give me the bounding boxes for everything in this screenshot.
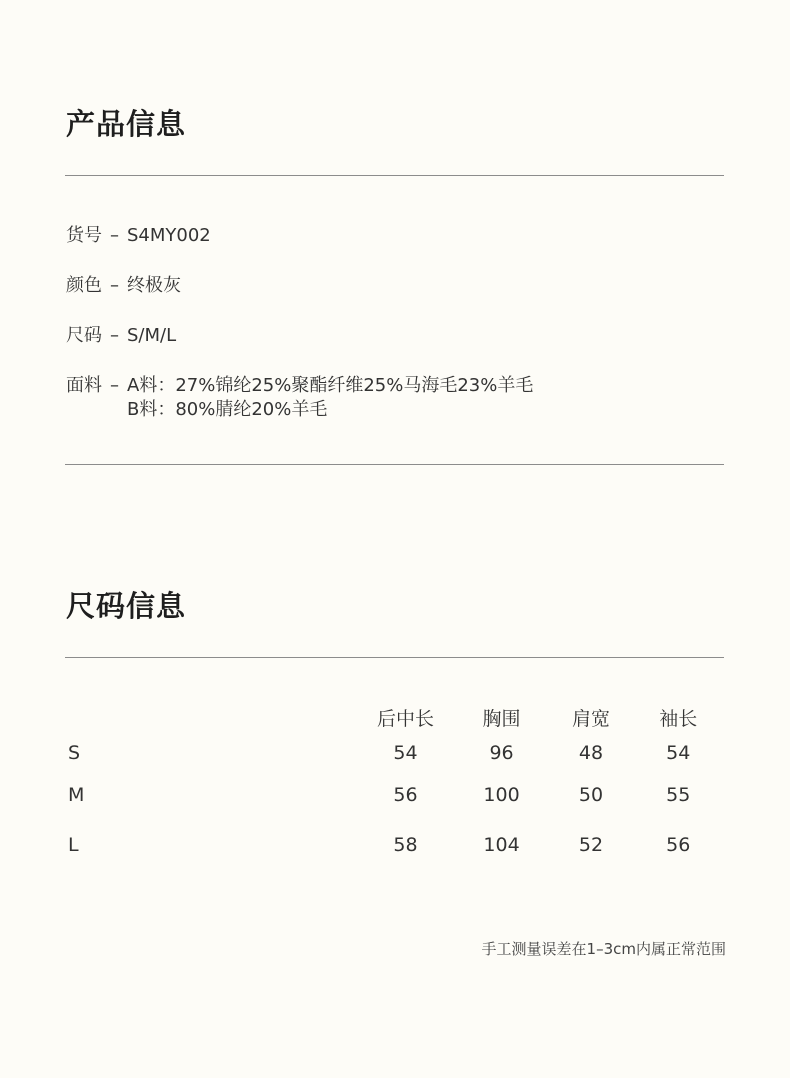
table-cell: 50 — [578, 784, 604, 806]
info-value: S4MY002 — [127, 225, 211, 246]
table-row — [66, 770, 728, 820]
size-label: M — [68, 784, 85, 806]
table-cell: 100 — [483, 784, 520, 806]
table-cell: 54 — [393, 742, 418, 764]
table-cell: 55 — [666, 784, 691, 806]
product-info-title: 产品信息 — [66, 107, 187, 141]
info-separator: – — [110, 325, 119, 346]
table-row — [66, 736, 728, 770]
table-cell: 52 — [578, 834, 604, 856]
column-header-back-length: 后中长 — [376, 708, 434, 730]
info-label: 货号 — [66, 225, 102, 246]
table-row — [66, 820, 728, 870]
info-row-sku — [66, 224, 726, 274]
fabric-a-value: A料：27%锦纶25%聚酯纤维25%马海毛23%羊毛 — [127, 375, 534, 396]
table-cell: 58 — [393, 834, 418, 856]
size-label: S — [68, 742, 81, 764]
product-info-list — [66, 224, 726, 422]
measurement-note: 手工测量误差在1–3cm内属正常范围 — [481, 940, 726, 958]
size-info-title: 尺码信息 — [66, 589, 187, 623]
size-info-divider — [65, 657, 724, 658]
table-cell: 56 — [666, 834, 691, 856]
info-value: S/M/L — [127, 325, 177, 346]
table-cell: 56 — [393, 784, 418, 806]
column-header-shoulder: 肩宽 — [571, 708, 610, 730]
product-info-bottom-divider — [65, 464, 724, 465]
fabric-b-value: B料：80%腈纶20%羊毛 — [127, 399, 328, 420]
info-label: 尺码 — [66, 325, 102, 346]
table-cell: 48 — [578, 742, 604, 764]
size-label: L — [68, 834, 79, 856]
info-label: 颜色 — [66, 275, 102, 296]
info-row-fabric — [66, 374, 726, 422]
info-value: 终极灰 — [127, 275, 181, 296]
info-label: 面料 — [66, 375, 102, 396]
info-row-size — [66, 324, 726, 374]
info-separator: – — [110, 275, 119, 296]
info-separator: – — [110, 225, 119, 246]
size-chart-header-row — [66, 704, 728, 736]
product-info-top-divider — [65, 175, 724, 176]
column-header-chest: 胸围 — [482, 708, 521, 730]
info-row-color — [66, 274, 726, 324]
size-chart-table — [66, 704, 728, 870]
table-cell: 104 — [483, 834, 520, 856]
column-header-sleeve: 袖长 — [659, 708, 698, 730]
table-cell: 54 — [666, 742, 691, 764]
table-cell: 96 — [489, 742, 514, 764]
info-separator: – — [110, 375, 119, 396]
size-column-header — [66, 704, 361, 736]
